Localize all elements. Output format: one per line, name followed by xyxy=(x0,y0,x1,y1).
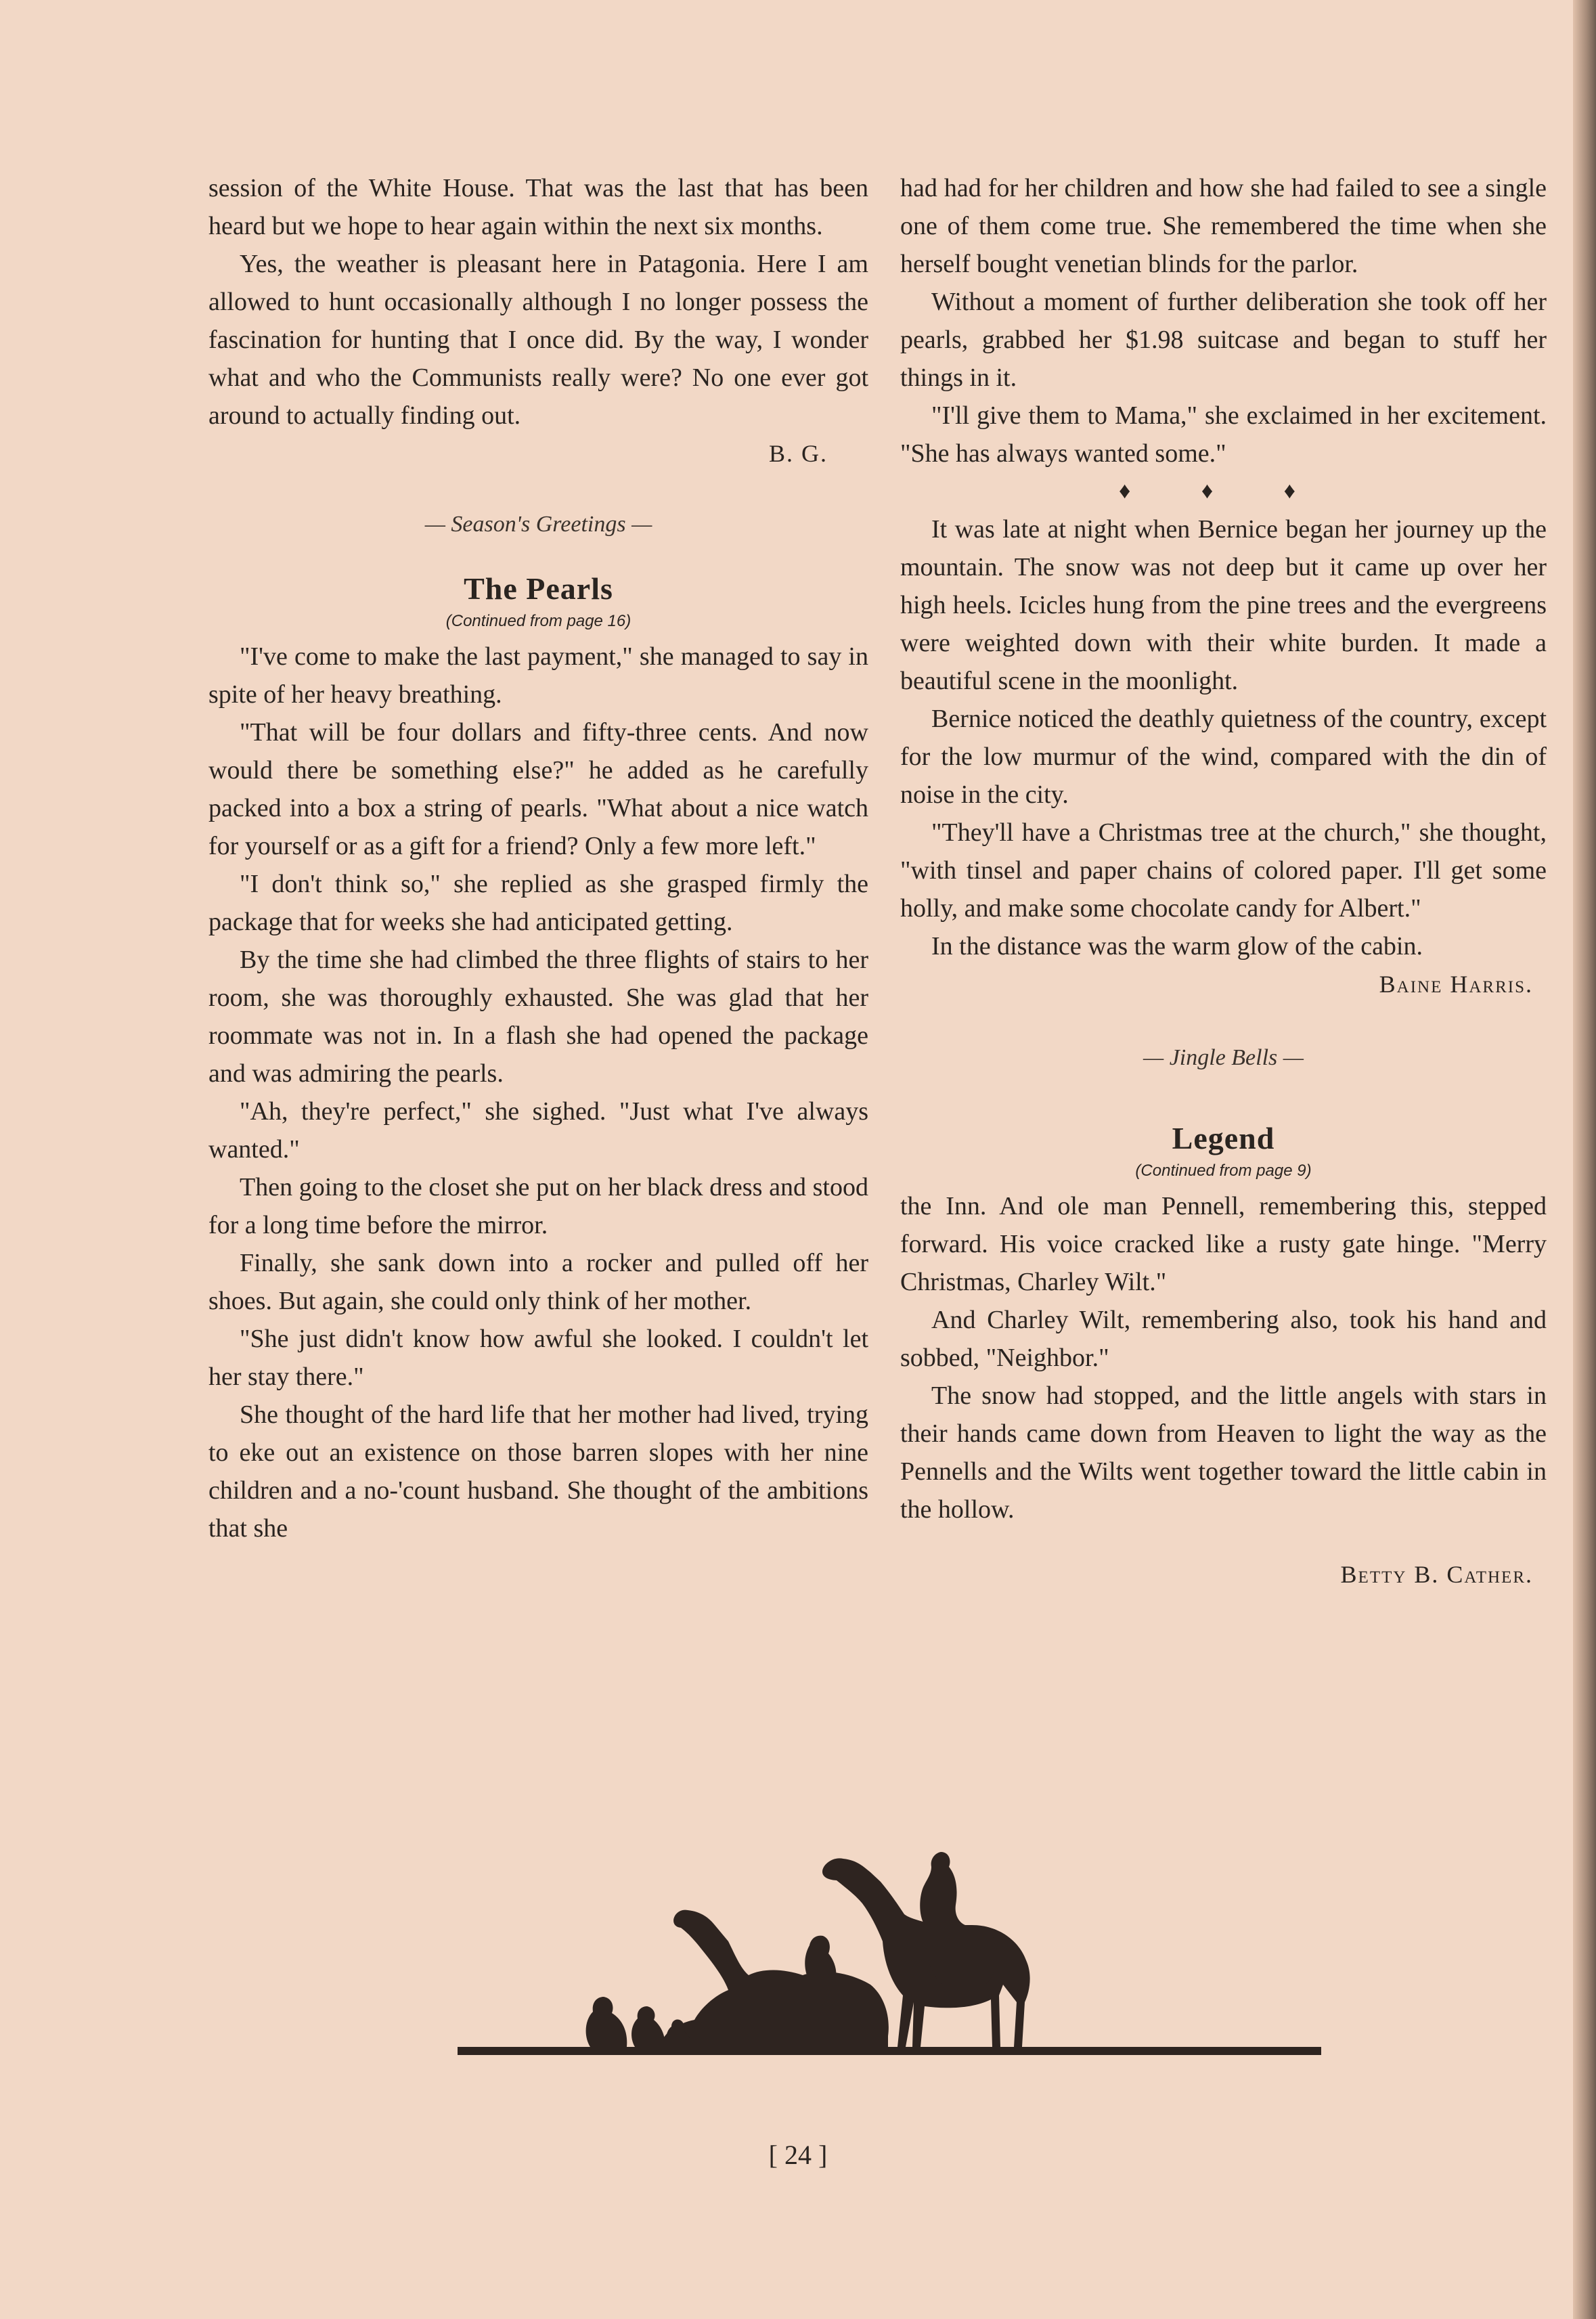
camel-caravan-silhouette-icon xyxy=(458,1840,1324,2073)
story-paragraph: Then going to the closet she put on her black dress and stood for a long time before the mirror. xyxy=(208,1173,868,1239)
story-paragraph: It was late at night when Bernice began her journey up the mountain. The snow was not deep but it came up over her high heels. Icicles hung from the pine trees and the evergreens were weighted down with their white burden. It made a beautiful scene in the moonlight. xyxy=(900,515,1547,695)
section-break-marks: ♦ ♦ ♦ xyxy=(1118,479,1329,504)
story-paragraph: In the distance was the warm glow of the cabin. xyxy=(931,932,1423,960)
story-paragraph: Without a moment of further deliberation she took off her pearls, grabbed her $1.98 suitcase and began to stuff her things in it. xyxy=(900,288,1547,392)
left-column xyxy=(208,169,868,1547)
continued-note: (Continued from page 9) xyxy=(1135,1162,1312,1180)
page-binding-edge xyxy=(1573,0,1596,2319)
story-paragraph: the Inn. And ole man Pennell, remembering this, stepped forward. His voice cracked like a rusty gate hinge. "Merry Christmas, Charley Wilt." xyxy=(900,1192,1547,1296)
story-paragraph: The snow had stopped, and the little angels with stars in their hands came down from Heaven to light the way as the Pennells and the Wilts went together toward the little cabin in the hollow. xyxy=(900,1382,1547,1524)
story-paragraph: "They'll have a Christmas tree at the church," she thought, "with tinsel and paper chains of colored paper. I'll get some holly, and make some chocolate candy for Albert." xyxy=(900,818,1547,923)
prev-story-signature: B. G. xyxy=(768,440,828,467)
section-divider-seasons-greetings: — Season's Greetings — xyxy=(424,512,652,537)
story-paragraph: Bernice noticed the deathly quietness of the country, except for the low murmur of the wind, compared with the din of noise in the city. xyxy=(900,705,1547,809)
prev-story-paragraph: Yes, the weather is pleasant here in Patagonia. Here I am allowed to hunt occasionally although I no longer possess the fascination for hunting that I once did. By the way, I wonder what and who the Communists really were? No one ever got around to actually finding out. xyxy=(208,250,868,430)
story-paragraph: Finally, she sank down into a rocker and pulled off her shoes. But again, she could only think of her mother. xyxy=(208,1249,868,1315)
story-title-the-pearls: The Pearls xyxy=(464,571,613,606)
story-paragraph: "That will be four dollars and fifty-three cents. And now would there be something else?" he added as he carefully packed into a box a string of pearls. "What about a nice watch for yourself or as a gift for a friend? Only a few more left." xyxy=(208,718,868,860)
story-paragraph: "Ah, they're perfect," she sighed. "Just what I've always wanted." xyxy=(208,1097,868,1164)
continued-note: (Continued from page 16) xyxy=(445,612,631,630)
story-paragraph: "I'll give them to Mama," she exclaimed in her excitement. "She has always wanted some." xyxy=(900,401,1547,468)
right-column xyxy=(900,169,1547,1593)
story-paragraph: "I don't think so," she replied as she grasped firmly the package that for weeks she had anticipated getting. xyxy=(208,870,868,936)
story-paragraph: "She just didn't know how awful she looked. I couldn't let her stay there." xyxy=(208,1325,868,1391)
page-number: [ 24 ] xyxy=(768,2140,828,2170)
story-paragraph: By the time she had climbed the three flights of stairs to her room, she was thoroughly exhausted. She was glad that her roommate was not in. In a flash she had opened the package and was admiring the pearls. xyxy=(208,946,868,1088)
story-paragraph: had had for her children and how she had failed to see a single one of them come true. She remembered the time when she herself bought venetian blinds for the parlor. xyxy=(900,174,1547,278)
author-signature-baine-harris: Baine Harris. xyxy=(1379,971,1533,998)
story-paragraph: She thought of the hard life that her mother had lived, trying to eke out an existence on those barren slopes with her nine children and a no-'count husband. She thought of the ambitions that she xyxy=(208,1400,868,1543)
story-paragraph: And Charley Wilt, remembering also, took his hand and sobbed, "Neighbor." xyxy=(900,1306,1547,1372)
story-paragraph: "I've come to make the last payment," she managed to say in spite of her heavy breathing. xyxy=(208,642,868,709)
prev-story-paragraph: session of the White House. That was the last that has been heard but we hope to hear again within the next six months. xyxy=(208,174,868,240)
section-divider-jingle-bells: — Jingle Bells — xyxy=(1143,1045,1304,1070)
author-signature-betty-cather: Betty B. Cather. xyxy=(1340,1561,1533,1588)
story-title-legend: Legend xyxy=(1172,1121,1275,1155)
